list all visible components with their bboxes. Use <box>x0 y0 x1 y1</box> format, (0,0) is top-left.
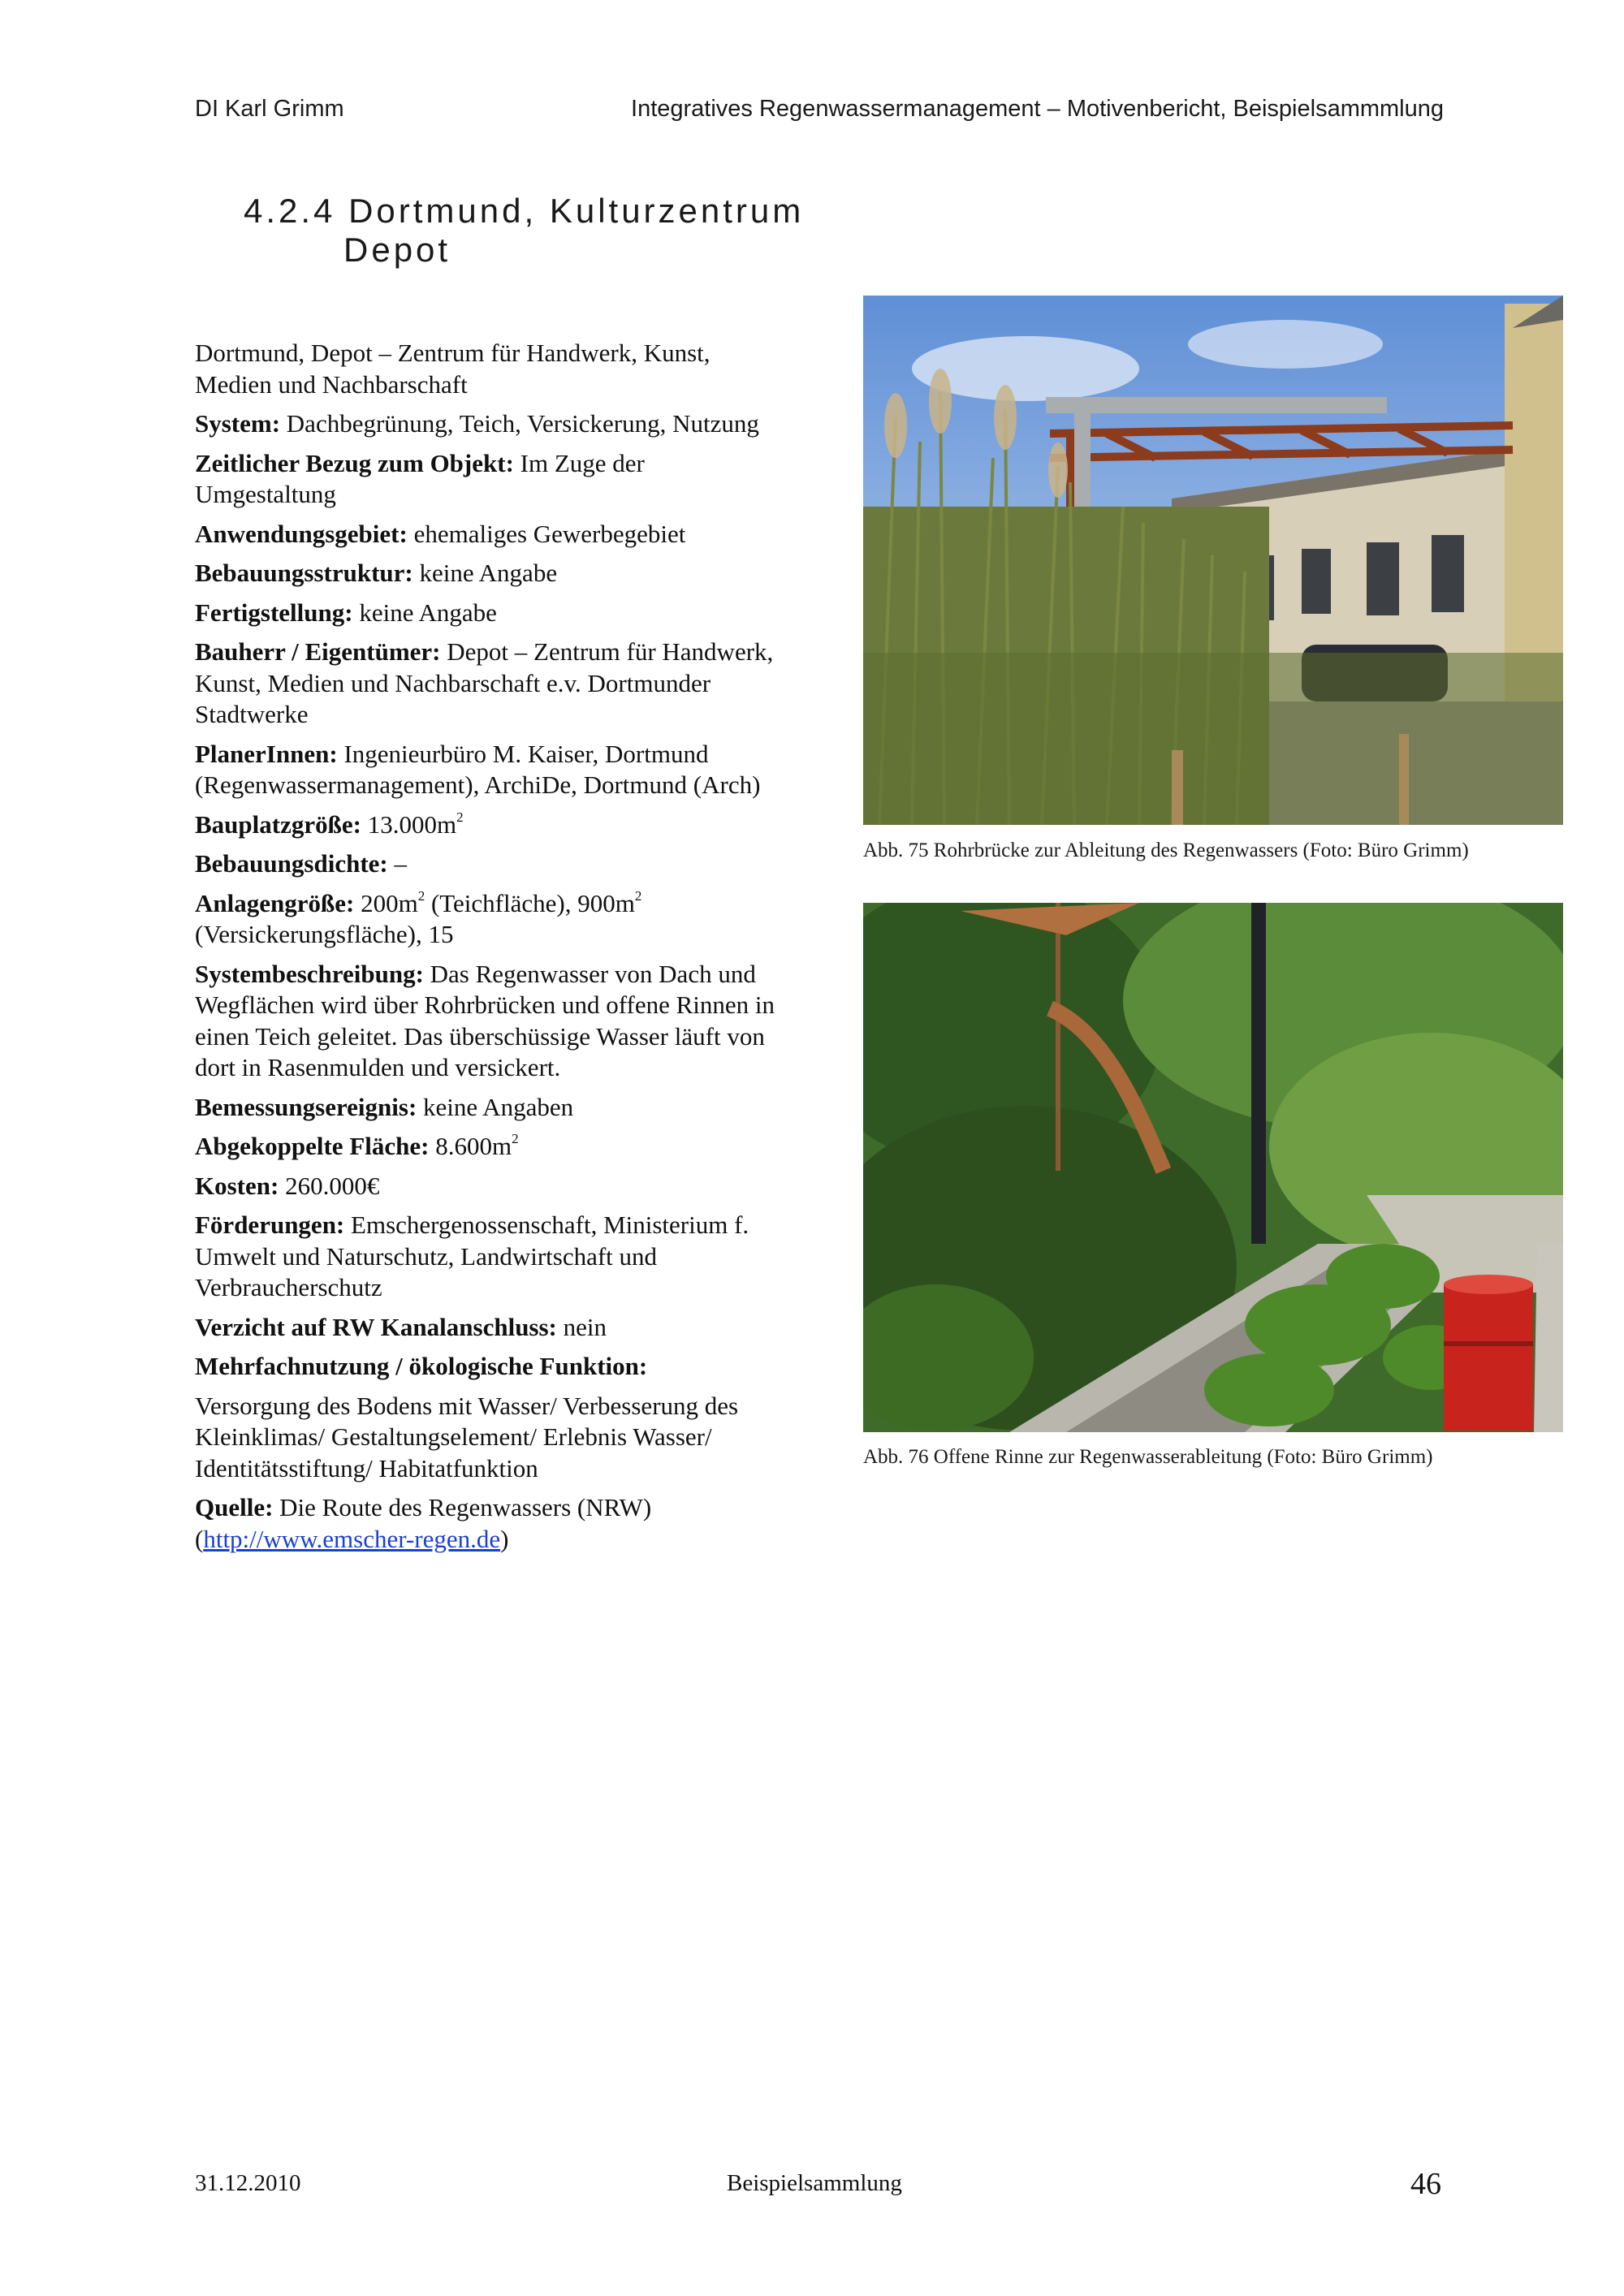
page-number: 46 <box>1410 2167 1441 2201</box>
field-verzicht: Verzicht auf RW Kanalanschluss: nein <box>195 1312 607 1341</box>
field-zeitlicher-bezug: Zeitlicher Bezug zum Objekt: Im Zuge der Umgestaltung <box>195 448 645 508</box>
field-mehrfachnutzung: Mehrfachnutzung / ökologische Funktion: <box>195 1352 648 1380</box>
field-system: System: Dachbegrünung, Teich, Versickerung, Nutzung <box>195 409 759 438</box>
field-anlagengroesse: Anlagengröße: $200m^2$ (Teichfläche), $900m^2$ (Versickerungsfläche), 15 <box>195 887 642 948</box>
field-quelle: Quelle: Die Route des Regenwassers (NRW) (http://www.emscher-regen.de) <box>195 1493 652 1553</box>
field-systembeschreibung: Systembeschreibung: Das Regenwasser von Dach und Wegflächen wird über Rohrbrücken und offene Rinnen in einen Teich geleitet. Das überschüssige Wasser läuft von dort in Rasenmulden und versickert. <box>195 959 775 1081</box>
field-planerinnen: PlanerInnen: Ingenieurbüro M. Kaiser, Dortmund (Regenwassermanagement), ArchiDe, Dortmund (Arch) <box>195 739 761 799</box>
field-bebauungsstruktur: Bebauungsstruktur: keine Angabe <box>195 559 558 587</box>
header-document-title: Integratives Regenwassermanagement – Motivenbericht, Beispielsammmlung <box>631 96 1444 122</box>
field-abgekoppelte-flaeche: Abgekoppelte Fläche: $8.600m^2$ <box>195 1131 519 1160</box>
field-kosten: Kosten: 260.000€ <box>195 1171 380 1200</box>
source-link[interactable]: http://www.emscher-regen.de <box>203 1524 501 1553</box>
field-mehrfachnutzung-text: Versorgung des Bodens mit Wasser/ Verbesserung des Kleinklimas/ Gestaltungselement/ Erlebnis Wasser/ Identitätsstiftung/ Habitatfunktion <box>195 1391 739 1482</box>
section-title <box>244 192 804 270</box>
photo-rohrbruecke <box>863 296 1563 825</box>
photo-offene-rinne <box>863 903 1563 1432</box>
field-bauplatzgroesse: Bauplatzgröße: $13.000m^2$ <box>195 809 464 839</box>
field-anwendungsgebiet: Anwendungsgebiet: ehemaliges Gewerbegebiet <box>195 519 686 548</box>
project-details <box>195 338 792 1563</box>
field-fertigstellung: Fertigstellung: keine Angabe <box>195 598 497 627</box>
figure-caption-1: Abb. 75 Rohrbrücke zur Ableitung des Regenwassers (Foto: Büro Grimm) <box>863 839 1469 861</box>
footer-section: Beispielsammlung <box>727 2170 902 2196</box>
section-title-line1: 4.2.4 Dortmund, Kulturzentrum <box>244 192 805 230</box>
field-bauherr: Bauherr / Eigentümer: Depot – Zentrum für Handwerk, Kunst, Medien und Nachbarschaft e.v. Dortmunder Stadtwerke <box>195 637 774 728</box>
section-title-line2: Depot <box>343 231 451 269</box>
footer-date: 31.12.2010 <box>195 2170 301 2196</box>
field-foerderungen: Förderungen: Emschergenossenschaft, Ministerium f. Umwelt und Naturschutz, Landwirtschaft und Verbraucherschutz <box>195 1211 749 1301</box>
figure-caption-2: Abb. 76 Offene Rinne zur Regenwasserableitung (Foto: Büro Grimm) <box>863 1446 1433 1468</box>
field-bemessungsereignis: Bemessungsereignis: keine Angaben <box>195 1092 574 1121</box>
field-bebauungsdichte: Bebauungsdichte: – <box>195 849 407 878</box>
intro-text: Dortmund, Depot – Zentrum für Handwerk, Kunst, Medien und Nachbarschaft <box>195 339 710 399</box>
header-author: DI Karl Grimm <box>195 96 344 122</box>
